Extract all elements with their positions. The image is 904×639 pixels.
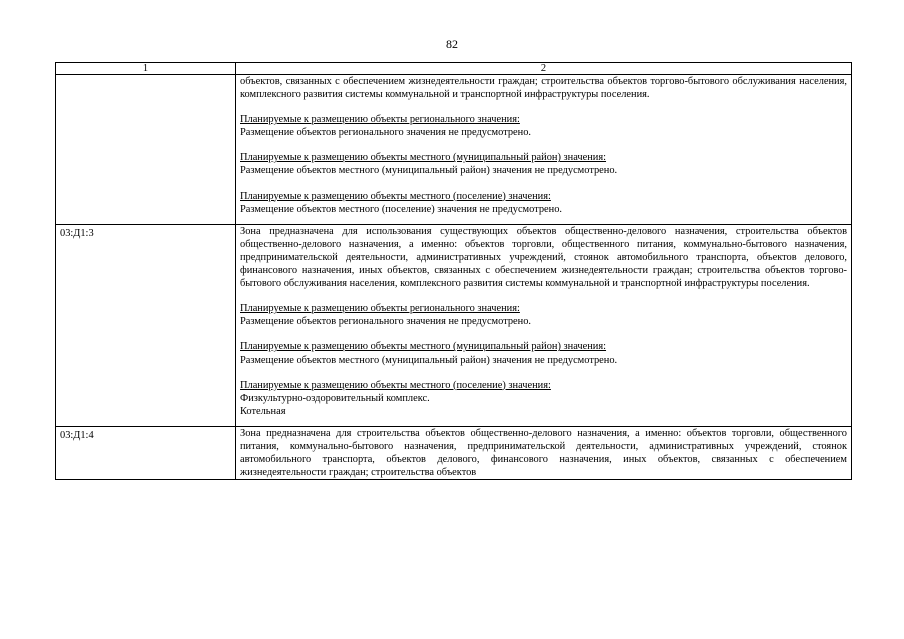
zone-description [236,426,852,479]
description-paragraph: Зона предназначена для строительства объектов общественно-делового назначения, а именно: объектов торговли, общественного питания, коммунально-бытового назначения, предпринимательской деятельности, административных учреждений, стоянок автомобильного транспорта, объектов делового, финансового назначения, иных объектов, связанных с обеспечением жизнедеятельности граждан; строительства объектов [240,427,847,479]
settlement-objects-section [240,379,847,418]
section-heading: Планируемые к размещению объекты местного (поселение) значения: [240,379,551,391]
section-line: Размещение объектов регионального значения не предусмотрено. [240,127,532,139]
zones-table [55,62,852,480]
page-number: 82 [446,37,458,51]
column-header-1: 1 [56,63,236,75]
regional-objects-section [240,113,847,139]
section-line: Размещение объектов регионального значения не предусмотрено. [240,316,532,328]
district-objects-section [240,151,847,177]
section-heading: Планируемые к размещению объекты местного (муниципальный район) значения: [240,152,607,164]
table-row [56,224,852,426]
table-row [56,426,852,479]
section-heading: Планируемые к размещению объекты местного (муниципальный район) значения: [240,341,607,353]
table-row [56,75,852,225]
section-line: Котельная [240,405,286,417]
zone-code: 03:Д1:3 [56,224,236,426]
zone-code: 03:Д1:4 [56,426,236,479]
settlement-objects-section [240,190,847,216]
zone-description [236,224,852,426]
column-header-2: 2 [236,63,852,75]
table-header-row [56,63,852,75]
section-line: Размещение объектов местного (муниципальный район) значения не предусмотрено. [240,354,618,366]
section-heading: Планируемые к размещению объекты регионального значения: [240,303,520,315]
section-line: Размещение объектов местного (муниципальный район) значения не предусмотрено. [240,165,618,177]
description-paragraph: Зона предназначена для использования существующих объектов общественно-делового назначения, строительства объектов общественно-делового назначения, а именно: объектов торговли, общественного питания, коммунально-бытового назначения, предпринимательской деятельности, административных учреждений, стоянок автомобильного транспорта, объектов делового, финансового назначения, иных объектов, связанных с обеспечением жизнедеятельности граждан; строительства объектов торгово-бытового обслуживания населения, комплексного развития системы коммунальной и транспортной инфраструктуры поселения. [240,225,847,290]
district-objects-section [240,340,847,366]
section-line: Размещение объектов местного (поселение) значения не предусмотрено. [240,203,563,215]
section-heading: Планируемые к размещению объекты местного (поселение) значения: [240,190,551,202]
description-paragraph: объектов, связанных с обеспечением жизнедеятельности граждан; строительства объектов торгово-бытового обслуживания населения, комплексного развития системы коммунальной и транспортной инфраструктуры поселения. [240,76,847,101]
section-line: Физкультурно-оздоровительный комплекс. [240,392,430,404]
regional-objects-section [240,302,847,328]
zone-description [236,75,852,225]
zone-code [56,75,236,225]
section-heading: Планируемые к размещению объекты регионального значения: [240,114,520,126]
